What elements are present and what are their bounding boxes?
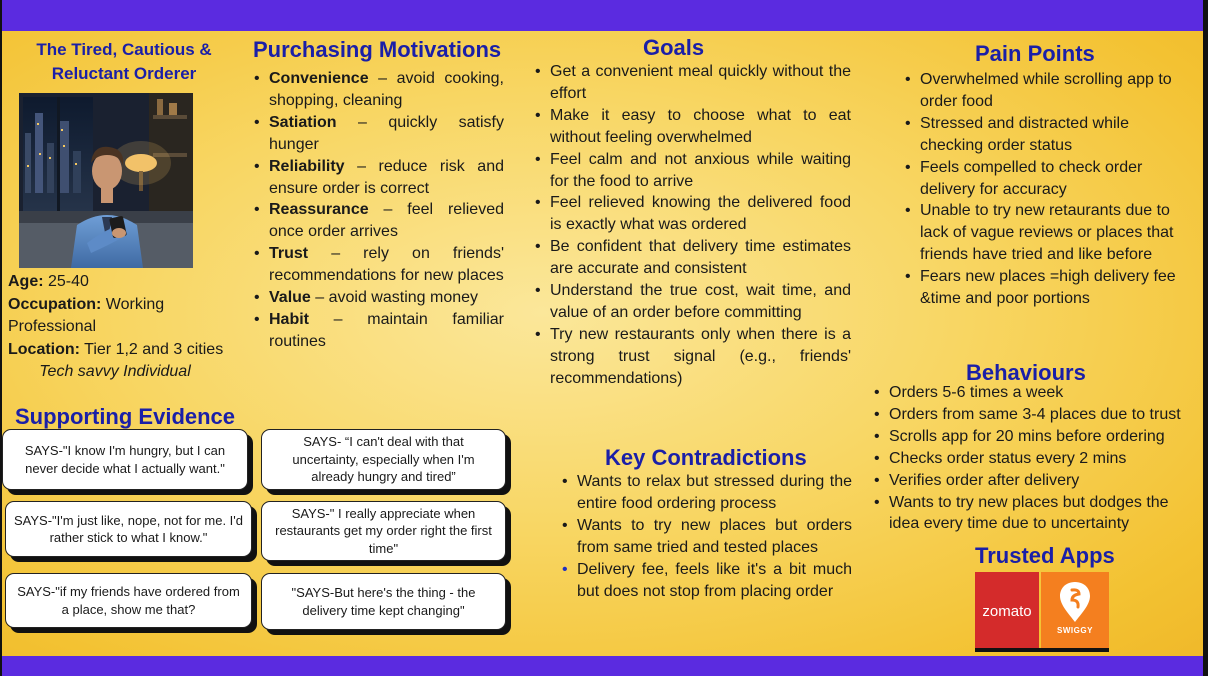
- zomato-logo-text: zomato: [982, 602, 1032, 620]
- swiggy-logo: [1041, 572, 1109, 650]
- list-item: [250, 68, 504, 112]
- list-item: • Fears new places =high delivery fee &time and poor portions: [901, 266, 1181, 310]
- list-item: • Try new restaurants only when there is a strong trust signal (e.g., friends' recommendations): [531, 324, 851, 390]
- persona-photo-illustration: [19, 93, 193, 268]
- location-value: Tier 1,2 and 3 cities: [80, 340, 224, 358]
- list-item: [250, 243, 504, 287]
- persona-title: [8, 38, 240, 86]
- apps-shadow: [975, 648, 1109, 652]
- list-item: [250, 199, 504, 243]
- quote-card: SAYS-"I know I'm hungry, but I can never decide what I actually want.": [2, 429, 248, 490]
- location-row: [8, 339, 248, 362]
- swiggy-pin-icon: [1041, 572, 1109, 626]
- list-item: • Wants to relax but stressed during the entire food ordering process: [558, 471, 852, 515]
- list-item: [250, 287, 504, 309]
- list-item: [250, 112, 504, 156]
- quote-card: SAYS-" I really appreciate when restaurants get my order right the first time": [261, 501, 506, 561]
- motivation-text: – reduce risk and ensure order is correct: [269, 157, 504, 197]
- top-band: [0, 0, 1208, 31]
- list-item: • Get a convenient meal quickly without the effort: [531, 61, 851, 105]
- motivation-text: – avoid cooking, shopping, cleaning: [269, 70, 504, 109]
- persona-title-line1: The Tired, Cautious &: [36, 40, 212, 59]
- list-item: • Feel relieved knowing the delivered food is exactly what was ordered: [531, 192, 851, 236]
- motivations-list: [250, 68, 504, 353]
- goals-list: [531, 61, 851, 390]
- motivation-text: – rely on friends' recommendations for new places: [269, 245, 504, 285]
- behaviours-heading: Behaviours: [966, 360, 1086, 385]
- bottom-band: [0, 656, 1208, 676]
- motivation-key: Convenience: [269, 70, 369, 87]
- motivation-text: – maintain familiar routines: [269, 310, 504, 350]
- list-item: • Verifies order after delivery: [870, 470, 1203, 492]
- list-item: • Stressed and distracted while checking order status: [901, 113, 1181, 157]
- behaviours-list: [870, 382, 1203, 535]
- list-item: • Delivery fee, feels like it's a bit much but does not stop from placing order: [558, 559, 852, 603]
- pain-points-heading: Pain Points: [975, 41, 1095, 66]
- list-item: • Feel calm and not anxious while waiting for the food to arrive: [531, 149, 851, 193]
- motivation-key: Reassurance: [269, 201, 369, 219]
- list-item: • Unable to try new retaurants due to lack of vague reviews or places that friends have tried and like before: [901, 200, 1181, 266]
- age-value: 25-40: [43, 273, 89, 290]
- list-item: [250, 156, 504, 200]
- trusted-apps-logos: [975, 572, 1109, 650]
- motivation-key: Satiation: [269, 113, 337, 131]
- motivation-text: – avoid wasting money: [310, 289, 479, 307]
- list-item: • Orders from same 3-4 places due to trust: [870, 404, 1203, 426]
- age-label: Age:: [8, 273, 44, 290]
- frame-left: [0, 0, 2, 676]
- quote-card: SAYS- “I can't deal with that uncertainty, especially when I'm already hungry and tired”: [261, 429, 506, 490]
- motivation-key: Value: [269, 289, 311, 307]
- persona-title-line2: Reluctant Orderer: [51, 64, 197, 83]
- persona-details: [8, 271, 248, 384]
- list-item: • Wants to try new places but dodges the idea every time due to uncertainty: [870, 492, 1194, 536]
- contradictions-heading: Key Contradictions: [605, 445, 807, 470]
- age-row: [8, 271, 248, 294]
- motivation-key: Habit: [269, 310, 309, 328]
- list-item: • Be confident that delivery time estimates are accurate and consistent: [531, 236, 851, 280]
- occupation-label: Occupation:: [8, 295, 102, 313]
- quote-card: SAYS-"I'm just like, nope, not for me. I'd rather stick to what I know.": [5, 501, 252, 557]
- motivation-key: Trust: [269, 245, 309, 263]
- persona-photo: [19, 93, 193, 268]
- motivation-text: – quickly satisfy hunger: [269, 113, 504, 153]
- occupation-row: [8, 294, 248, 339]
- motivation-text: – feel relieved once order arrives: [269, 201, 504, 241]
- swiggy-logo-text: SWIGGY: [1057, 626, 1093, 635]
- list-item: • Checks order status every 2 mins: [870, 448, 1203, 470]
- list-item: • Feels compelled to check order delivery for accuracy: [901, 157, 1181, 201]
- quote-card: SAYS-"if my friends have ordered from a place, show me that?: [5, 573, 252, 628]
- list-item: • Wants to try new places but orders from same tried and tested places: [558, 515, 852, 559]
- trusted-apps-heading: Trusted Apps: [975, 543, 1115, 568]
- zomato-logo: [975, 572, 1039, 650]
- list-item: • Make it easy to choose what to eat without feeling overwhelmed: [531, 105, 851, 149]
- list-item: • Orders 5-6 times a week: [870, 382, 1203, 404]
- list-item: • Overwhelmed while scrolling app to order food: [901, 69, 1181, 113]
- goals-heading: Goals: [643, 35, 705, 60]
- list-item: • Understand the true cost, wait time, and value of an order before committing: [531, 280, 851, 324]
- persona-tagline: Tech savvy Individual: [39, 363, 191, 380]
- motivations-heading: Purchasing Motivations: [253, 37, 502, 62]
- frame-right: [1203, 0, 1208, 676]
- list-item: • Scrolls app for 20 mins before ordering: [870, 426, 1203, 448]
- contradictions-list: [558, 471, 852, 602]
- quote-card: "SAYS-But here's the thing - the delivery time kept changing": [261, 573, 506, 630]
- evidence-heading: Supporting Evidence: [15, 404, 236, 429]
- location-label: Location:: [8, 340, 80, 358]
- list-item: [250, 309, 504, 353]
- motivation-key: Reliability: [269, 157, 345, 175]
- occupation-value: Working Professional: [8, 295, 165, 335]
- pain-points-list: [901, 69, 1181, 310]
